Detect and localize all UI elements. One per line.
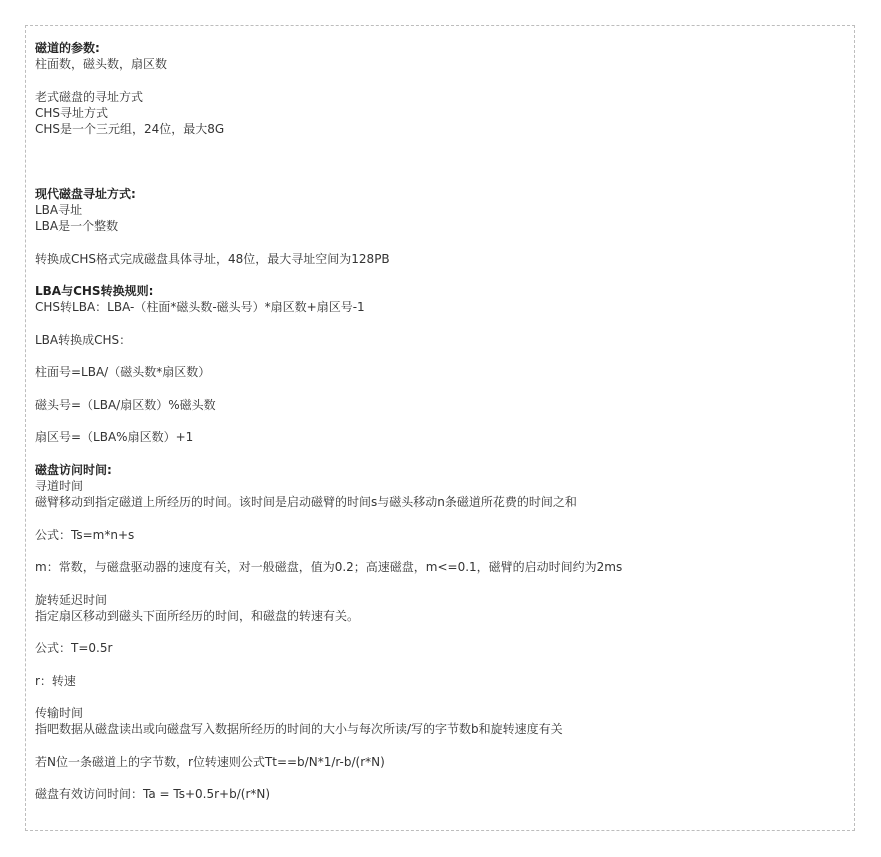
text-line: 若N位一条磁道上的字节数，r位转速则公式Tt==b/N*1/r-b/(r*N) xyxy=(35,755,385,769)
section-heading: 磁道的参数: xyxy=(35,41,100,55)
text-line: 磁盘有效访问时间：Ta = Ts+0.5r+b/(r*N) xyxy=(35,787,271,801)
text-line: LBA是一个整数 xyxy=(35,219,119,233)
text-line: CHS转LBA：LBA-（柱面*磁头数-磁头号）*扇区数+扇区号-1 xyxy=(35,300,365,314)
text-line: 磁臂移动到指定磁道上所经历的时间。该时间是启动磁臂的时间s与磁头移动n条磁道所花费的时间之和 xyxy=(35,495,577,509)
text-line: LBA转换成CHS： xyxy=(35,333,132,347)
text-line: 旋转延迟时间 xyxy=(35,593,108,607)
section-heading: 磁盘访问时间: xyxy=(35,463,112,477)
section-heading: 现代磁盘寻址方式: xyxy=(35,187,136,201)
section-heading: LBA与CHS转换规则: xyxy=(35,284,154,298)
text-line: LBA寻址 xyxy=(35,203,83,217)
text-line: 指定扇区移动到磁头下面所经历的时间，和磁盘的转速有关。 xyxy=(35,609,360,623)
text-line: 老式磁盘的寻址方式 xyxy=(35,90,144,104)
text-line: 磁头号=（LBA/扇区数）%磁头数 xyxy=(35,398,216,412)
text-line: 柱面数，磁头数，扇区数 xyxy=(35,57,168,71)
text-line: r：转速 xyxy=(35,674,76,688)
text-line: 扇区号=（LBA%扇区数）+1 xyxy=(35,430,194,444)
text-line: 柱面号=LBA/（磁头数*扇区数） xyxy=(35,365,211,379)
text-line: CHS寻址方式 xyxy=(35,106,109,120)
text-line: 寻道时间 xyxy=(35,479,84,493)
text-line: 转换成CHS格式完成磁盘具体寻址，48位，最大寻址空间为128PB xyxy=(35,252,390,266)
text-line: 公式：T=0.5r xyxy=(35,641,113,655)
text-line: m：常数，与磁盘驱动器的速度有关，对一般磁盘，值为0.2；高速磁盘，m<=0.1，磁臂的启动时间约为2ms xyxy=(35,560,623,574)
text-line: CHS是一个三元组，24位，最大8G xyxy=(35,122,225,136)
text-line: 指吧数据从磁盘读出或向磁盘写入数据所经历的时间的大小与每次所读/写的字节数b和旋转速度有关 xyxy=(35,722,563,736)
text-line: 公式：Ts=m*n+s xyxy=(35,528,135,542)
note-card xyxy=(25,25,855,831)
text-line: 传输时间 xyxy=(35,706,84,720)
